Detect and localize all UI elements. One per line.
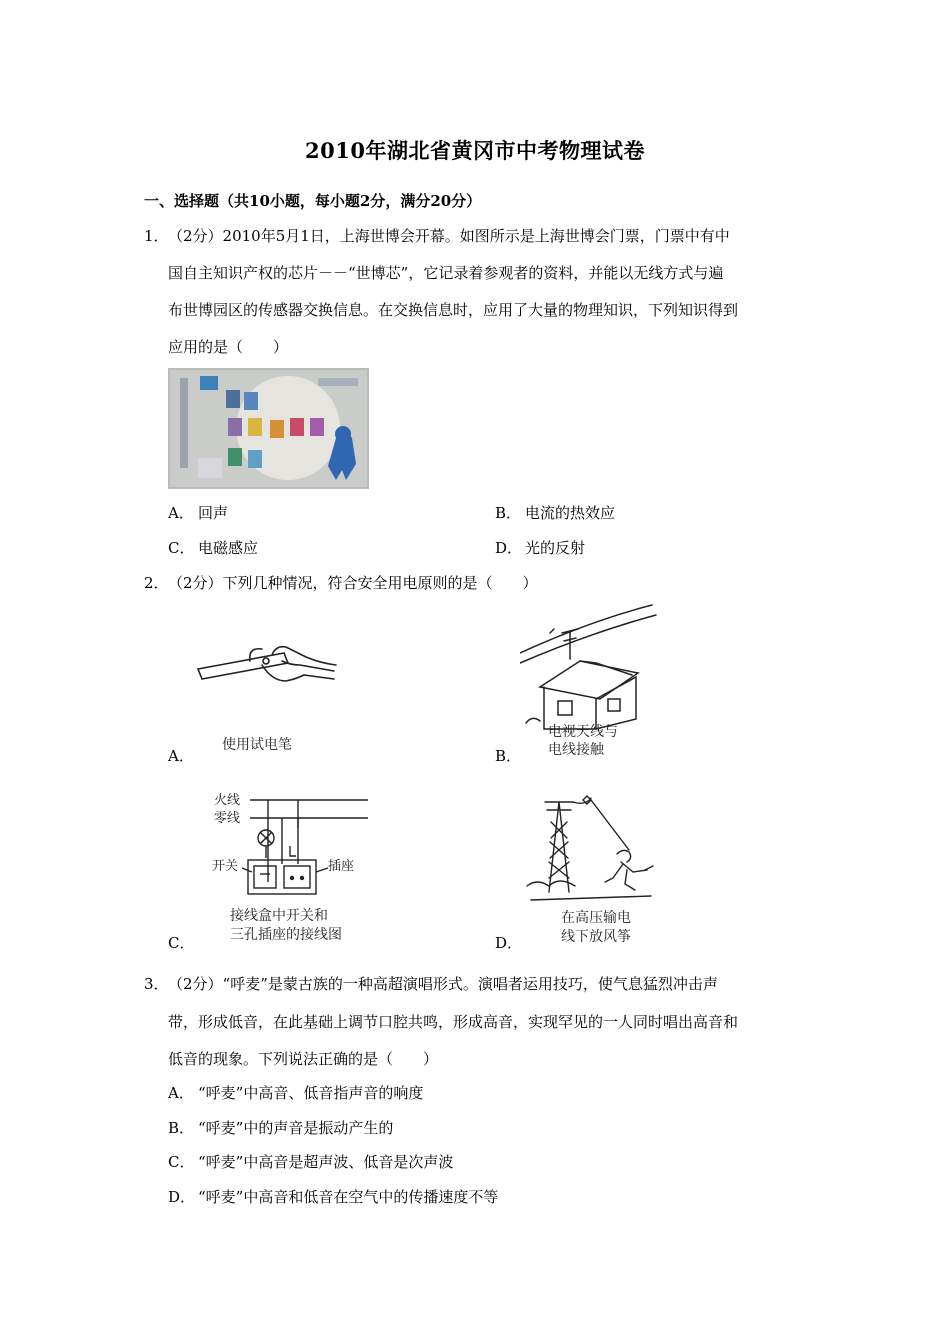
q1-option-c[interactable]: [168, 538, 258, 558]
section-heading: 一、选择题（共10小题，每小题2分，满分20分）: [144, 192, 482, 210]
wiring-caption-1: 接线盒中开关和: [230, 908, 328, 924]
label-live-wire: 火线: [214, 793, 241, 808]
q2-option-d-letter[interactable]: D．: [495, 934, 523, 952]
option-text: 回声: [198, 504, 229, 522]
expo-ticket-image: [168, 368, 369, 489]
option-text: 光的反射: [525, 539, 586, 557]
q2-number: 2．: [144, 574, 169, 592]
label-socket: 插座: [328, 859, 355, 874]
page-title: 2010年湖北省黄冈市中考物理试卷: [305, 138, 645, 163]
q2-option-c-letter[interactable]: C．: [168, 934, 195, 952]
option-letter: A．: [168, 504, 194, 522]
q1-stem-line-1: （2分）2010年5月1日，上海世博会开幕。如图所示是上海世博会门票，门票中有中: [168, 227, 730, 245]
option-text: “呼麦”中高音和低音在空气中的传播速度不等: [198, 1188, 499, 1206]
kite-caption-2: 线下放风筝: [561, 929, 631, 945]
wiring-caption-2: 三孔插座的接线图: [230, 927, 342, 943]
option-letter: A．: [168, 1084, 194, 1102]
q2-option-b-letter[interactable]: B．: [495, 747, 522, 765]
test-pen-figure: [192, 625, 342, 760]
q1-option-b[interactable]: [495, 503, 615, 523]
q1-option-a[interactable]: [168, 503, 228, 523]
kite-caption-1: 在高压输电: [561, 910, 631, 926]
option-text: “呼麦”中高音、低音指声音的响度: [198, 1084, 424, 1102]
q3-option-c[interactable]: [168, 1152, 453, 1172]
option-text: “呼麦”中高音是超声波、低音是次声波: [198, 1153, 454, 1171]
antenna-caption-1: 电视天线与: [548, 724, 618, 740]
q1-stem-line-3: 布世博园区的传感器交换信息。在交换信息时，应用了大量的物理知识，下列知识得到: [168, 301, 739, 319]
q3-option-a[interactable]: [168, 1083, 423, 1103]
q2-first-line: [144, 573, 538, 593]
q3-number: 3．: [144, 975, 169, 993]
option-letter: D．: [495, 539, 523, 557]
option-text: 电磁感应: [198, 539, 259, 557]
q3-option-b[interactable]: [168, 1118, 393, 1138]
q1-first-line: [144, 226, 730, 246]
q2-stem: （2分）下列几种情况，符合安全用电原则的是（ ）: [168, 574, 538, 592]
q1-number: 1．: [144, 227, 169, 245]
label-neutral-wire: 零线: [214, 811, 241, 826]
option-letter: C．: [168, 1153, 195, 1171]
option-letter: B．: [495, 504, 522, 522]
q3-stem-line-1: （2分）“呼麦”是蒙古族的一种高超演唱形式。演唱者运用技巧，使气息猛烈冲击声: [168, 975, 718, 993]
q1-stem-line-4: 应用的是（ ）: [168, 338, 289, 356]
q1-stem-line-2: 国自主知识产权的芯片－－“世博芯”，它记录着参观者的资料，并能以无线方式与遍: [168, 264, 724, 282]
antenna-house-figure: [520, 603, 660, 761]
option-letter: B．: [168, 1119, 195, 1137]
option-text: 电流的热效应: [525, 504, 616, 522]
q3-first-line: [144, 974, 718, 994]
kite-powerline-figure: [525, 792, 665, 946]
wiring-diagram-figure: [212, 788, 372, 946]
antenna-caption-2: 电线接触: [548, 742, 604, 758]
q3-stem-line-3: 低音的现象。下列说法正确的是（ ）: [168, 1050, 439, 1068]
option-text: “呼麦”中的声音是振动产生的: [198, 1119, 394, 1137]
q3-option-d[interactable]: [168, 1187, 498, 1207]
pen-caption: 使用试电笔: [222, 737, 292, 753]
q1-option-d[interactable]: [495, 538, 585, 558]
label-switch: 开关: [212, 859, 239, 874]
q3-stem-line-2: 带，形成低音，在此基础上调节口腔共鸣，形成高音，实现罕见的一人同时唱出高音和: [168, 1013, 739, 1031]
option-letter: D．: [168, 1188, 196, 1206]
option-letter: C．: [168, 539, 195, 557]
q2-option-a-letter[interactable]: A．: [168, 747, 194, 765]
